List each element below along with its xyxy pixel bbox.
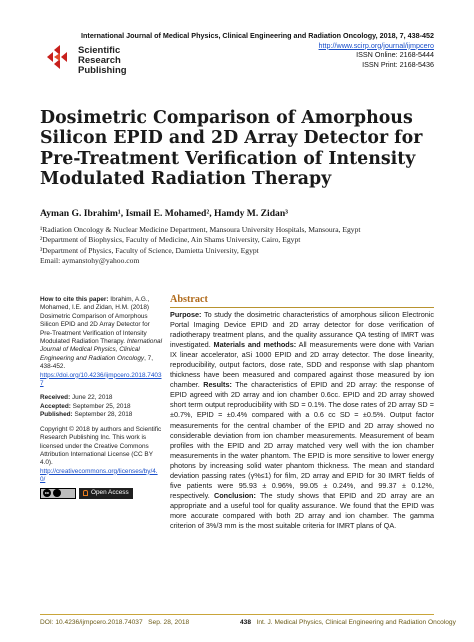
- cite-text-a: Ibrahim, A.G., Mohamed, I.E. and Zidan, H.M. (2018) Dosimetric Comparison of Amorphous Silicon EPID and 2D Array Detector for Pre-Treatment Verification of Intensity Modulated Radiation Therapy.: [40, 296, 150, 346]
- issn-online: ISSN Online: 2168-5444: [356, 50, 434, 60]
- journal-header: [74, 31, 434, 69]
- footer-journal-name: Int. J. Medical Physics, Clinical Engineering and Radiation Oncology: [256, 619, 456, 626]
- cite-text-b: , 7, 438-452.: [40, 354, 153, 371]
- logo-line-3: Publishing: [78, 65, 127, 76]
- article-sidebar: [40, 296, 162, 499]
- conclusion-label: Conclusion:: [214, 490, 256, 500]
- published-value: September 28, 2018: [72, 411, 133, 419]
- creative-commons-icon: cc: [43, 489, 51, 497]
- cite-label: How to cite this paper:: [40, 296, 109, 303]
- published-label: Published:: [40, 411, 73, 419]
- logo-line-2: Research: [78, 55, 121, 66]
- accepted-label: Accepted:: [40, 402, 71, 410]
- footer-journal: [240, 619, 456, 626]
- journal-url-link[interactable]: http://www.scirp.org/journal/ijmpcero: [318, 40, 434, 50]
- page-number: 438: [240, 619, 252, 626]
- footer-divider: [40, 614, 434, 615]
- how-to-cite: [40, 296, 162, 388]
- accepted-date: [40, 403, 162, 411]
- license-link[interactable]: http://creativecommons.org/licenses/by/4.0/: [40, 467, 158, 484]
- received-value: June 22, 2018: [70, 394, 113, 402]
- article-dates: [40, 394, 162, 419]
- copyright-text: Copyright © 2018 by authors and Scientific Research Publishing Inc. This work is licensed under the Creative Commons Attribution International License (CC BY 4.0).: [40, 425, 162, 467]
- affiliations: [40, 225, 361, 267]
- open-lock-icon: [83, 490, 88, 496]
- footer-doi: DOI: 10.4236/ijmpcero.2018.74037: [40, 619, 143, 626]
- attribution-icon: [53, 489, 61, 497]
- affiliation-3: ³Department of Physics, Faculty of Science, Damietta University, Egypt: [40, 245, 259, 255]
- cite-journal: International Journal of Medical Physics, Clinical Engineering and Radiation Oncology: [40, 338, 162, 362]
- abstract-heading: Abstract: [170, 294, 208, 305]
- journal-citation-line: International Journal of Medical Physics, Clinical Engineering and Radiation Oncology, 2018, 7, 438-452: [81, 31, 434, 40]
- abstract-body: [170, 310, 434, 531]
- affiliation-2: ²Department of Biophysics, Faculty of Medicine, Ain Shams University, Cairo, Egypt: [40, 235, 301, 245]
- received-label: Received:: [40, 394, 71, 402]
- open-access-badge[interactable]: [79, 488, 133, 499]
- results-text: The characteristics of EPID and 2D array: the response of EPID agreed with 2D array and ion chamber 0.6cc. EPID and 2D array showed short term output reproducibility with SD = 0.1%. The dose rates of 2D array SD = ±0.7%, EPID = ±0.4% compared with a 0.6 cc SD = ±0.5%. Output factor measurements for the central chamber of the EPID and 2D array showed no considerable deviation from ion chamber measurements. Measurement of beam profiles with the EPID and 2D array matched very well with the ion chamber measurements in the water phantom. The EPID is more sensitive to lower energy photons by increasing solid water phantom thickness. The mean and standard deviation passing rates (γ%≤1) for film, 2D array and EPID for 30 IMRT fields of five patients were 95.93 ± 0.96%, 99.05 ± 0.24%, and 99.37 ± 0.12%, respectively.: [170, 380, 434, 500]
- purpose-text: To study the dosimetric characteristics of amorphous silicon Electronic Portal Imaging Device EPID and 2D array detector for dose verification of radiotherapy treatment plans, and the quality assurance QA testing of IMRT was investigated.: [170, 310, 434, 350]
- copyright-notice: [40, 426, 162, 499]
- received-date: [40, 394, 162, 402]
- footer-doi-date: [40, 619, 189, 626]
- license-badges: [40, 488, 162, 499]
- logo-line-1: Scientific: [78, 45, 121, 56]
- article-title: Dosimetric Comparison of Amorphous Silicon EPID and 2D Array Detector for Pre-Treatment Verification of Intensity Modulated Radiation Therapy: [40, 108, 423, 190]
- author-email[interactable]: Email: aymanstohy@yahoo.com: [40, 256, 140, 266]
- affiliation-1: ¹Radiation Oncology & Nuclear Medicine Department, Mansoura University Hospitals, Mansoura, Egypt: [40, 225, 361, 234]
- purpose-label: Purpose:: [170, 310, 202, 319]
- scirp-logo-icon: [44, 44, 74, 70]
- open-access-label: Open Access: [91, 488, 129, 496]
- conclusion-text: The study shows that EPID and 2D array are an appropriate and a useful tool for quality assurance. We found that the EPID was more accurate compared with both 2D array and ion chamber. The gamma criterion of 3%/3 mm is the most suitable criteria for IMRT plans of QA.: [170, 490, 434, 530]
- methods-text: All measurements were done with Varian IX linear accelerator, aSi 1000 EPID and 2D array detector. The dose linearity, reproducibility, output factors, dose rate, SDD and response with slap phantom thickness have been measured and compared against those measured by ion chamber.: [170, 340, 434, 390]
- cc-by-badge[interactable]: [40, 488, 76, 499]
- accepted-value: September 25, 2018: [70, 402, 131, 410]
- issn-print: ISSN Print: 2168-5436: [362, 59, 434, 69]
- results-label: Results:: [203, 380, 232, 390]
- published-date: [40, 411, 162, 419]
- methods-label: Materials and methods:: [213, 340, 297, 350]
- cite-doi-link[interactable]: https://doi.org/10.4236/ijmpcero.2018.74037: [40, 371, 162, 388]
- footer-date: Sep. 28, 2018: [148, 619, 190, 626]
- abstract-header: [170, 294, 434, 308]
- author-list: Ayman G. Ibrahim¹, Ismail E. Mohamed², Hamdy M. Zidan³: [40, 208, 289, 219]
